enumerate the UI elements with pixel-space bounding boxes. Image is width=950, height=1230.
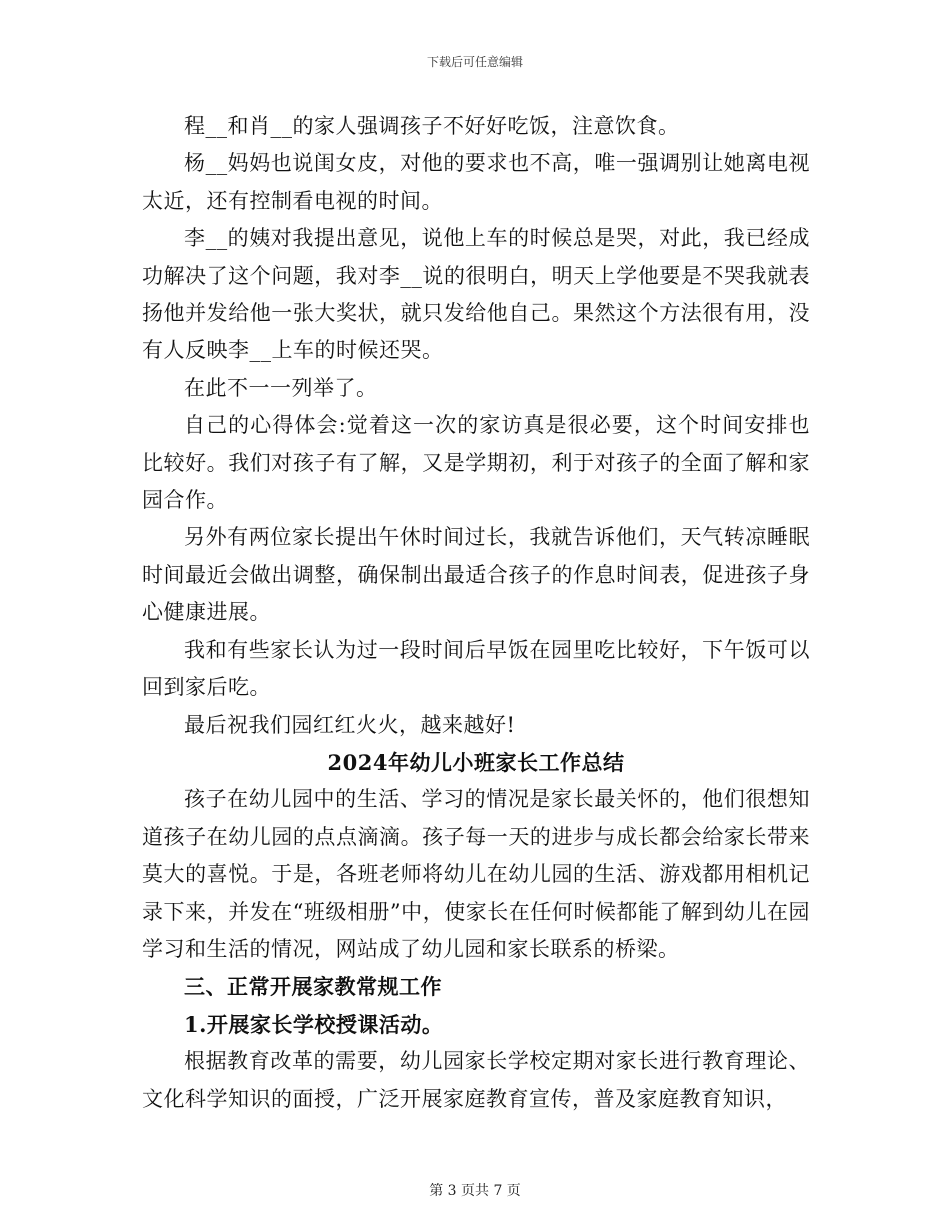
section-title: 2024年幼儿小班家长工作总结 [327,749,625,775]
heading-item-1: 1.开展家长学校授课活动。 [184,1011,444,1037]
heading-section-3: 三、正常开展家教常规工作 [184,974,442,1000]
paragraph-10: 根据教育改革的需要，幼儿园家长学校定期对家长进行教育理论、文化科学知识的面授，广泛开展家庭教育宣传，普及家庭教育知识， [142,1049,810,1111]
page-footer: 第 3 页共 7 页 [429,1183,521,1199]
paragraph-1: 程__和肖__的家人强调孩子不好好吃饭，注意饮食。 [184,114,680,138]
document-body [142,108,810,1118]
paragraph-3: 李__的姨对我提出意见，说他上车的时候总是哭，对此，我已经成功解决了这个问题，我对李__说的很明白，明天上学他要是不哭我就表扬他并发给他一张大奖状，就只发给他自己。果然这个方法很有用，没有人反映李__上车的时候还哭。 [142,226,810,363]
paragraph-6: 另外有两位家长提出午休时间过长，我就告诉他们，天气转凉睡眠时间最近会做出调整，确保制出最适合孩子的作息时间表，促进孩子身心健康进展。 [142,525,810,625]
paragraph-4: 在此不一一列举了。 [184,375,378,400]
paragraph-9: 孩子在幼儿园中的生活、学习的情况是家长最关怀的，他们很想知道孩子在幼儿园的点点滴滴。孩子每一天的进步与成长都会给家长带来莫大的喜悦。于是，各班老师将幼儿在幼儿园的生活、游戏都用相机记录下来，并发在“班级相册”中，使家长在任何时候都能了解到幼儿在园学习和生活的情况，网站成了幼儿园和家长联系的桥梁。 [142,787,810,961]
paragraph-8: 最后祝我们园红红火火，越来越好! [184,712,516,737]
paragraph-7: 我和有些家长认为过一段时间后早饭在园里吃比较好，下午饭可以回到家后吃。 [142,637,810,700]
paragraph-5: 自己的心得体会:觉着这一次的家访真是很必要，这个时间安排也比较好。我们对孩子有了解，又是学期初，利于对孩子的全面了解和家园合作。 [142,413,810,513]
paragraph-2: 杨__妈妈也说闺女皮，对他的要求也不高，唯一强调别让她离电视太近，还有控制看电视的时间。 [142,151,810,213]
page-header: 下载后可任意编辑 [426,55,523,69]
